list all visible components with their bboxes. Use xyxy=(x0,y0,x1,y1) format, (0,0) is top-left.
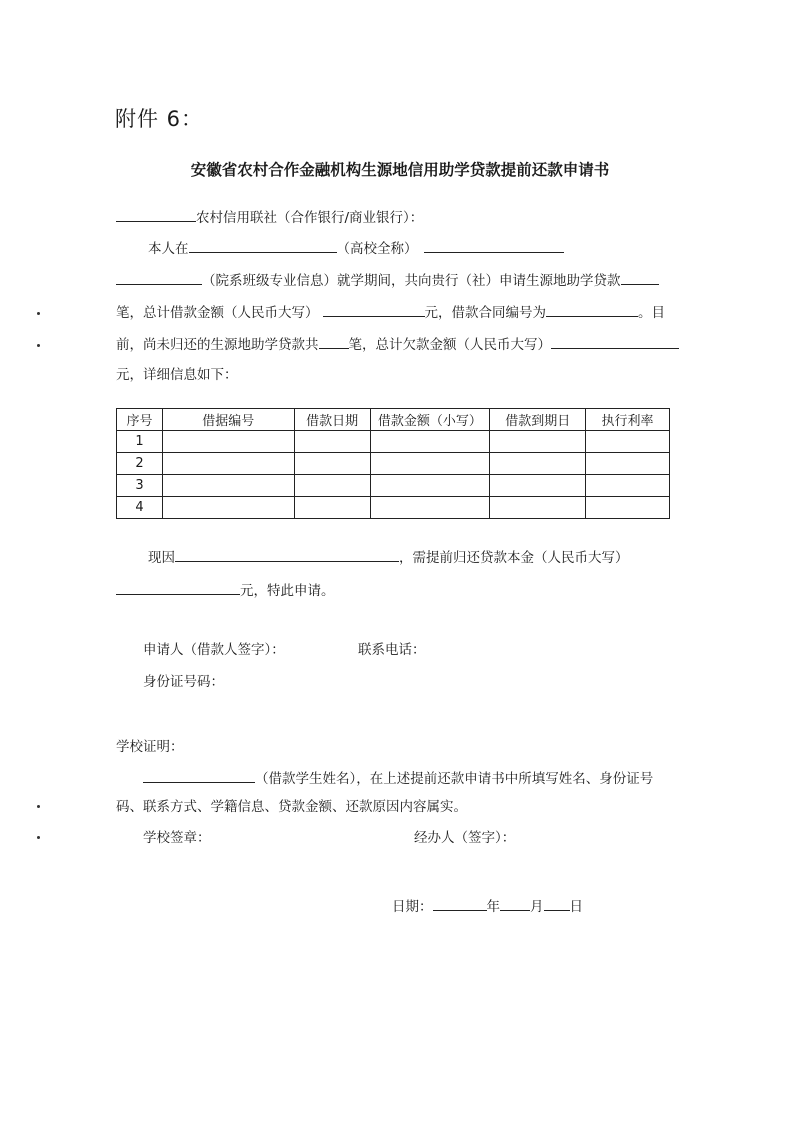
table-cell[interactable] xyxy=(490,475,586,497)
year-field[interactable] xyxy=(433,896,487,911)
label-request: 元，特此申请。 xyxy=(240,583,335,599)
day-field[interactable] xyxy=(544,896,570,911)
label-contract-no: 元，借款合同编号为 xyxy=(424,305,546,321)
table-cell[interactable] xyxy=(370,475,490,497)
label-line-end: 。目 xyxy=(638,305,665,321)
table-row xyxy=(117,431,670,453)
table-row xyxy=(117,475,670,497)
row-number: 3 xyxy=(117,475,163,497)
table-cell[interactable] xyxy=(162,453,294,475)
label-student: 本人在 xyxy=(148,241,189,257)
label-total-amount: 笔，总计借款金额（人民币大写） xyxy=(116,305,319,321)
para1-line4 xyxy=(116,334,679,354)
month-label: 月 xyxy=(530,899,544,915)
para1-line2 xyxy=(116,270,659,290)
table-cell[interactable] xyxy=(586,497,670,519)
table-cell[interactable] xyxy=(490,431,586,453)
id-number-label: 身份证号码： xyxy=(143,674,224,690)
attachment-label: 附件 6： xyxy=(115,107,204,131)
row-number: 2 xyxy=(117,453,163,475)
date-line xyxy=(392,896,583,916)
school-heading: 学校证明： xyxy=(116,739,184,755)
table-cell[interactable] xyxy=(490,453,586,475)
para2-line1 xyxy=(148,547,629,567)
binding-hole-mark xyxy=(37,312,40,315)
outstanding-count-field[interactable] xyxy=(319,334,349,349)
school-statement: （借款学生姓名），在上述提前还款申请书中所填写姓名、身份证号 xyxy=(255,771,654,787)
handler-signature-label: 经办人（签字）： xyxy=(414,830,516,846)
contract-no-field[interactable] xyxy=(546,302,638,317)
binding-hole-mark xyxy=(37,344,40,347)
para2-line2 xyxy=(116,580,335,600)
para1-line5: 元，详细信息如下： xyxy=(116,367,238,383)
label-department: （院系班级专业信息）就学期间，共向贵行（社）申请生源地助学贷款 xyxy=(202,273,621,289)
addressee-line xyxy=(116,207,423,227)
label-university: （高校全称） xyxy=(336,241,418,257)
row-number: 1 xyxy=(117,431,163,453)
table-cell[interactable] xyxy=(370,497,490,519)
total-amount-field[interactable] xyxy=(323,302,425,317)
loan-table xyxy=(116,408,670,519)
header-cell: 序号 xyxy=(117,409,163,431)
university-field[interactable] xyxy=(189,238,337,253)
para1-line3 xyxy=(116,302,665,322)
owed-amount-field[interactable] xyxy=(551,334,679,349)
table-cell[interactable] xyxy=(294,497,370,519)
table-cell[interactable] xyxy=(586,475,670,497)
table-row xyxy=(117,453,670,475)
row-number: 4 xyxy=(117,497,163,519)
student-name-field[interactable] xyxy=(143,768,255,783)
header-cell: 借款金额（小写） xyxy=(370,409,490,431)
table-cell[interactable] xyxy=(162,475,294,497)
label-outstanding: 前，尚未归还的生源地助学贷款共 xyxy=(116,337,319,353)
table-header-row xyxy=(117,409,670,431)
header-cell: 借据编号 xyxy=(162,409,294,431)
table-cell[interactable] xyxy=(294,453,370,475)
form-title: 安徽省农村合作金融机构生源地信用助学贷款提前还款申请书 xyxy=(190,161,610,179)
phone-label: 联系电话： xyxy=(358,642,426,658)
reason-field[interactable] xyxy=(175,547,399,562)
binding-hole-mark xyxy=(37,836,40,839)
label-reason: 现因 xyxy=(148,550,175,566)
year-label: 年 xyxy=(486,899,500,915)
addressee-text: 农村信用联社（合作银行/商业银行）： xyxy=(196,210,424,226)
table-cell[interactable] xyxy=(294,475,370,497)
loan-count-field[interactable] xyxy=(621,270,659,285)
table-cell[interactable] xyxy=(370,453,490,475)
department-field[interactable] xyxy=(116,270,202,285)
school-seal-label: 学校签章： xyxy=(143,830,211,846)
principal-amount-field[interactable] xyxy=(116,580,240,595)
day-label: 日 xyxy=(569,899,583,915)
school-line2: 码、联系方式、学籍信息、贷款金额、还款原因内容属实。 xyxy=(116,799,467,815)
table-cell[interactable] xyxy=(490,497,586,519)
table-cell[interactable] xyxy=(294,431,370,453)
bank-name-field[interactable] xyxy=(116,207,196,222)
table-cell[interactable] xyxy=(370,431,490,453)
header-cell: 执行利率 xyxy=(586,409,670,431)
label-owed-amount: 笔，总计欠款金额（人民币大写） xyxy=(348,337,551,353)
table-cell[interactable] xyxy=(162,497,294,519)
header-cell: 借款日期 xyxy=(294,409,370,431)
label-principal: ，需提前归还贷款本金（人民币大写） xyxy=(399,550,629,566)
table-row xyxy=(117,497,670,519)
binding-hole-mark xyxy=(37,805,40,808)
table-cell[interactable] xyxy=(586,431,670,453)
header-cell: 借款到期日 xyxy=(490,409,586,431)
para1-line1 xyxy=(148,238,564,258)
date-label: 日期： xyxy=(392,899,433,915)
table-cell[interactable] xyxy=(162,431,294,453)
month-field[interactable] xyxy=(500,896,530,911)
table-cell[interactable] xyxy=(586,453,670,475)
school-line1 xyxy=(143,768,653,788)
university-name-field[interactable] xyxy=(424,238,564,253)
applicant-signature-label: 申请人（借款人签字）： xyxy=(143,642,285,658)
